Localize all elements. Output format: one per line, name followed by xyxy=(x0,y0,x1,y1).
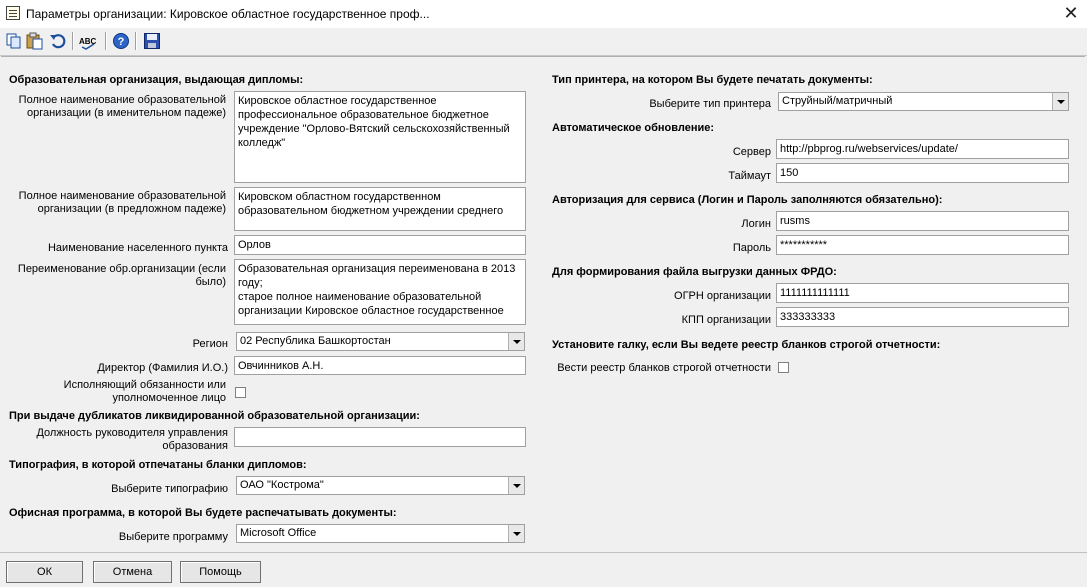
rename-label: Переименование обр.организации (если было) xyxy=(17,263,226,288)
window-icon xyxy=(6,6,20,20)
full-name-nom-label: Полное наименование образовательной организации (в именительном падеже) xyxy=(18,94,226,119)
registry-checkbox[interactable] xyxy=(778,362,789,373)
svg-text:?: ? xyxy=(117,36,125,48)
head-position-label: Должность руководителя управления образования xyxy=(36,427,228,452)
kpp-field[interactable]: 333333333 xyxy=(776,307,1069,327)
login-label: Логин xyxy=(741,218,771,230)
section-update-header: Автоматическое обновление: xyxy=(552,122,715,134)
window-title: Параметры организации: Кировское областное государственное проф... xyxy=(26,7,430,21)
printer-select[interactable] xyxy=(778,92,1069,111)
full-name-prep-label: Полное наименование образовательной организации (в предложном падеже) xyxy=(18,190,226,215)
region-select[interactable] xyxy=(236,332,525,351)
program-label: Выберите программу xyxy=(118,531,228,543)
full-name-nom-field[interactable]: Кировское областное государственное профессиональное образовательное бюджетное учреждение "Орлово-Вятский сельскохозяйственный колледж" xyxy=(234,91,526,183)
chevron-down-icon[interactable] xyxy=(508,477,524,494)
registry-label: Вести реестр бланков строгой отчетности xyxy=(557,362,771,374)
timeout-field[interactable]: 150 xyxy=(776,163,1069,183)
spellcheck-icon[interactable] xyxy=(78,31,100,51)
close-icon[interactable]: ✕ xyxy=(1063,3,1079,23)
cancel-button[interactable]: Отмена xyxy=(93,561,172,583)
section-auth-header: Авторизация для сервиса (Логин и Пароль заполняются обязательно): xyxy=(552,194,943,206)
button-bar xyxy=(0,552,1087,587)
typography-select-value: ОАО "Кострома" xyxy=(240,479,324,491)
ok-button[interactable]: ОК xyxy=(6,561,83,583)
timeout-label: Таймаут xyxy=(728,170,771,182)
settings-panel xyxy=(1,56,1085,553)
rename-field[interactable]: Образовательная организация переименована в 2013 году; старое полное наименование образовательной организации Кировское областное государственное xyxy=(234,259,526,325)
login-field[interactable]: rusms xyxy=(776,211,1069,231)
acting-label: Исполняющий обязанности или уполномоченное лицо xyxy=(63,379,226,404)
server-field[interactable]: http://pbprog.ru/webservices/update/ xyxy=(776,139,1069,159)
chevron-down-icon[interactable] xyxy=(508,333,524,350)
section-office-header: Офисная программа, в которой Вы будете распечатывать документы: xyxy=(9,507,397,519)
printer-select-value: Струйный/матричный xyxy=(782,95,893,107)
section-printer-header: Тип принтера, на котором Вы будете печатать документы: xyxy=(552,74,873,86)
director-label: Директор (Фамилия И.О.) xyxy=(97,362,228,374)
chevron-down-icon[interactable] xyxy=(1052,93,1068,110)
full-name-prep-field[interactable]: Кировском областном государственном образовательном бюджетном учреждении среднего xyxy=(234,187,526,231)
toolbar xyxy=(0,28,1087,56)
locality-field[interactable]: Орлов xyxy=(234,235,526,255)
svg-text:ABC: ABC xyxy=(79,37,97,46)
region-label: Регион xyxy=(192,338,228,350)
head-position-field[interactable] xyxy=(234,427,526,447)
ogrn-label: ОГРН организации xyxy=(674,290,771,302)
title-bar xyxy=(0,0,1087,29)
section-registry-header: Установите галку, если Вы ведете реестр бланков строгой отчетности: xyxy=(552,339,941,351)
section-typography-header: Типография, в которой отпечатаны бланки дипломов: xyxy=(9,459,307,471)
acting-checkbox[interactable] xyxy=(235,387,246,398)
director-field[interactable]: Овчинников А.Н. xyxy=(234,356,526,375)
help-button[interactable]: Помощь xyxy=(180,561,261,583)
program-select-value: Microsoft Office xyxy=(240,527,317,539)
undo-icon[interactable] xyxy=(48,31,68,51)
save-icon[interactable] xyxy=(142,31,162,51)
kpp-label: КПП организации xyxy=(681,314,771,326)
typography-select[interactable] xyxy=(236,476,525,495)
region-select-value: 02 Республика Башкортостан xyxy=(240,335,391,347)
chevron-down-icon[interactable] xyxy=(508,525,524,542)
section-duplicate-header: При выдаче дубликатов ликвидированной образовательной организации: xyxy=(9,410,420,422)
paste-icon[interactable] xyxy=(25,31,45,51)
help-icon[interactable] xyxy=(111,31,131,51)
typography-label: Выберите типографию xyxy=(111,483,228,495)
printer-label: Выберите тип принтера xyxy=(649,98,771,110)
server-label: Сервер xyxy=(732,146,771,158)
password-label: Пароль xyxy=(732,242,771,254)
ogrn-field[interactable]: 1111111111111 xyxy=(776,283,1069,303)
password-field[interactable]: *********** xyxy=(776,235,1069,255)
section-org-header: Образовательная организация, выдающая дипломы: xyxy=(9,74,304,86)
copy-icon[interactable] xyxy=(4,31,24,51)
locality-label: Наименование населенного пункта xyxy=(47,242,228,254)
program-select[interactable] xyxy=(236,524,525,543)
section-frdo-header: Для формирования файла выгрузки данных ФРДО: xyxy=(552,266,837,278)
